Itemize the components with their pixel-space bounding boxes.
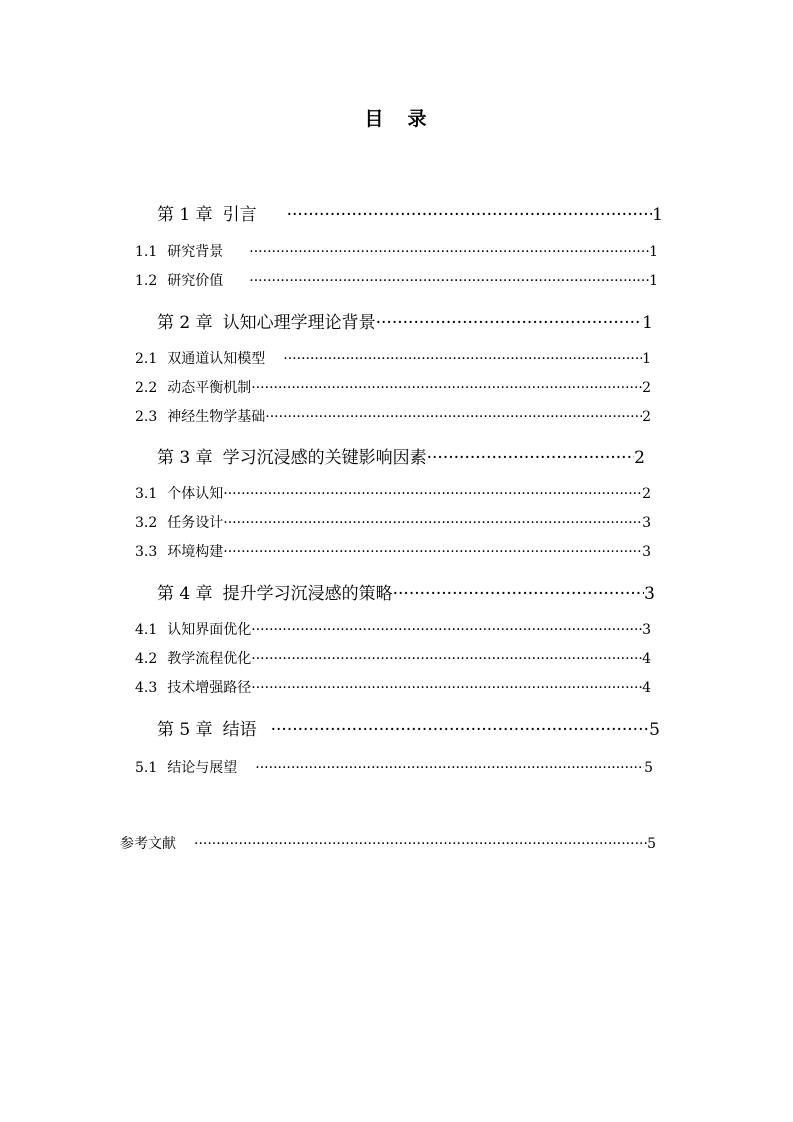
toc-chapter-5[interactable]	[157, 715, 660, 739]
toc-number: 3.3	[135, 544, 158, 560]
toc-number: 1.1	[135, 244, 158, 260]
toc-section-4-1[interactable]	[135, 619, 651, 639]
page-title	[0, 104, 793, 131]
toc-section-4-3[interactable]	[135, 677, 651, 697]
toc-label: 学习沉浸感的关键影响因素	[222, 448, 427, 467]
toc-number: 2.2	[135, 380, 158, 396]
toc-section-3-1[interactable]	[135, 483, 651, 503]
toc-page-number: 4	[642, 651, 651, 667]
dot-leader	[194, 836, 647, 852]
toc-page-number: 3	[642, 544, 651, 560]
toc-page-number: 3	[644, 584, 655, 603]
toc-section-4-2[interactable]	[135, 648, 651, 668]
toc-label: 研究价值	[167, 273, 224, 289]
toc-number: 4.2	[135, 651, 158, 667]
dot-leader	[393, 584, 645, 603]
toc-label: 神经生物学基础	[167, 409, 266, 425]
toc-page-number: 5	[647, 836, 656, 852]
toc-label: 结语	[222, 720, 257, 739]
toc-label: 认知心理学理论背景	[222, 313, 376, 332]
dot-leader	[251, 380, 642, 396]
toc-number: 2.1	[135, 351, 158, 367]
toc-section-1-1[interactable]	[135, 241, 658, 261]
toc-label: 结论与展望	[167, 760, 238, 776]
toc-label: 环境构建	[167, 544, 224, 560]
dot-leader	[283, 351, 642, 367]
dot-leader	[255, 760, 644, 776]
toc-references[interactable]	[120, 833, 656, 853]
toc-page-number: 3	[642, 622, 651, 638]
dot-leader	[249, 244, 649, 260]
dot-leader	[251, 622, 642, 638]
toc-page-number: 2	[642, 409, 651, 425]
dot-leader	[223, 486, 642, 502]
toc-page-number: 1	[649, 244, 658, 260]
title-char-right: 录	[407, 108, 429, 130]
toc-number: 5.1	[135, 760, 158, 776]
toc-page-number: 1	[652, 205, 663, 224]
dot-leader	[223, 544, 642, 560]
toc-chapter-3[interactable]	[157, 443, 645, 467]
toc-label: 教学流程优化	[167, 651, 252, 667]
toc-number: 3.2	[135, 515, 158, 531]
dot-leader	[271, 720, 650, 739]
toc-number: 第 3 章	[157, 448, 213, 467]
dot-leader	[287, 205, 653, 224]
toc-label: 任务设计	[167, 515, 224, 531]
toc-number: 第 5 章	[157, 720, 213, 739]
toc-label: 认知界面优化	[167, 622, 252, 638]
toc-section-2-1[interactable]	[135, 348, 651, 368]
toc-number: 第 2 章	[157, 313, 213, 332]
toc-page-number: 1	[642, 313, 653, 332]
toc-section-1-2[interactable]	[135, 270, 658, 290]
toc-chapter-2[interactable]	[157, 308, 653, 332]
toc-label: 研究背景	[167, 244, 224, 260]
toc-label: 引言	[222, 205, 257, 224]
toc-number: 第 4 章	[157, 584, 213, 603]
toc-page-number: 2	[634, 448, 645, 467]
dot-leader	[251, 680, 642, 696]
toc-chapter-1[interactable]	[157, 200, 663, 224]
toc-number: 第 1 章	[157, 205, 213, 224]
toc-label: 双通道认知模型	[167, 351, 266, 367]
toc-page-number: 1	[642, 351, 651, 367]
toc-page-number: 4	[642, 680, 651, 696]
toc-label: 提升学习沉浸感的策略	[222, 584, 393, 603]
title-char-left: 目	[364, 108, 386, 130]
toc-section-2-3[interactable]	[135, 406, 651, 426]
toc-number: 4.1	[135, 622, 158, 638]
toc-section-3-3[interactable]	[135, 541, 651, 561]
toc-number: 4.3	[135, 680, 158, 696]
toc-section-3-2[interactable]	[135, 512, 651, 532]
toc-chapter-4[interactable]	[157, 579, 655, 603]
toc-label: 参考文献	[120, 836, 176, 852]
toc-page-number: 1	[649, 273, 658, 289]
toc-page-number: 2	[642, 380, 651, 396]
toc-label: 技术增强路径	[167, 680, 252, 696]
toc-number: 2.3	[135, 409, 158, 425]
toc-section-2-2[interactable]	[135, 377, 651, 397]
toc-page-number: 5	[644, 760, 653, 776]
dot-leader	[265, 409, 642, 425]
toc-section-5-1[interactable]	[135, 757, 653, 777]
toc-label: 动态平衡机制	[167, 380, 252, 396]
dot-leader	[376, 313, 643, 332]
toc-page-number: 2	[642, 486, 651, 502]
toc-label: 个体认知	[167, 486, 224, 502]
toc-number: 1.2	[135, 273, 158, 289]
toc-number: 3.1	[135, 486, 158, 502]
dot-leader	[249, 273, 649, 289]
toc-page-number: 3	[642, 515, 651, 531]
dot-leader	[251, 651, 642, 667]
dot-leader	[427, 448, 635, 467]
dot-leader	[223, 515, 642, 531]
toc-page-number: 5	[649, 720, 660, 739]
